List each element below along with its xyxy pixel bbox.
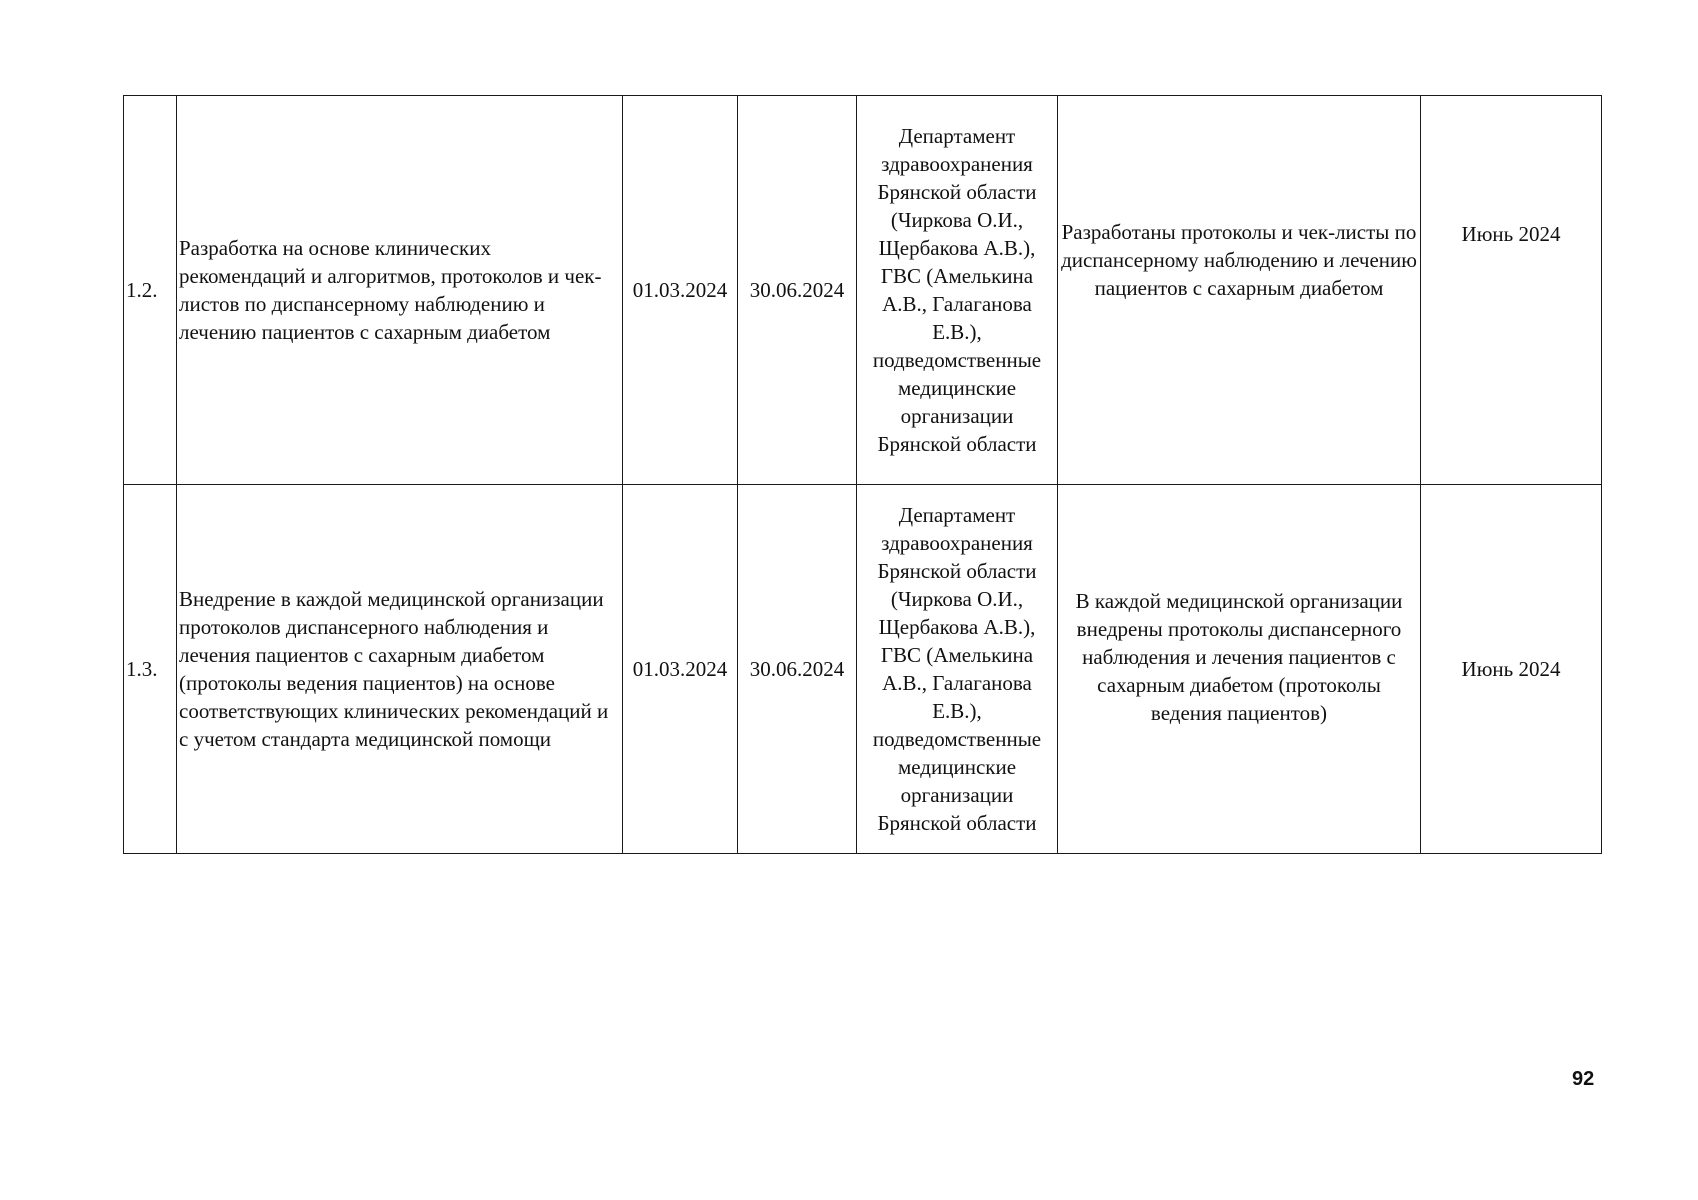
deadline: Июнь 2024 xyxy=(1461,657,1561,681)
row-number: 1.3. xyxy=(126,657,158,681)
deadline-cell xyxy=(1421,96,1602,485)
end-date-cell xyxy=(738,96,857,485)
page-number: 92 xyxy=(1572,1068,1595,1090)
expected-result: Разработаны протоколы и чек-листы по диспансерному наблюдению и лечению пациентов с сахарным диабетом xyxy=(1061,220,1417,300)
end-date: 30.06.2024 xyxy=(749,278,845,302)
activity-table xyxy=(123,95,1602,854)
table-row xyxy=(124,96,1602,485)
description-cell xyxy=(177,96,623,485)
responsible-cell xyxy=(857,96,1058,485)
deadline-cell xyxy=(1421,485,1602,854)
row-description: Внедрение в каждой медицинской организации протоколов диспансерного наблюдения и лечения пациентов с сахарным диабетом (протоколы ведения пациентов) на основе соответствующих клинических рекомендаций и с учетом стандарта медицинской помощи xyxy=(179,587,609,751)
end-date: 30.06.2024 xyxy=(749,657,845,681)
row-number-cell xyxy=(124,96,177,485)
deadline: Июнь 2024 xyxy=(1461,222,1561,246)
row-description: Разработка на основе клинических рекомендаций и алгоритмов, протоколов и чек-листов по диспансерному наблюдению и лечению пациентов с сахарным диабетом xyxy=(179,236,602,344)
start-date: 01.03.2024 xyxy=(632,657,728,681)
responsible-cell xyxy=(857,485,1058,854)
result-cell xyxy=(1058,485,1421,854)
table-row xyxy=(124,485,1602,854)
description-cell xyxy=(177,485,623,854)
start-date: 01.03.2024 xyxy=(632,278,728,302)
start-date-cell xyxy=(623,96,738,485)
result-cell xyxy=(1058,96,1421,485)
row-number-cell xyxy=(124,485,177,854)
expected-result: В каждой медицинской организации внедрены протоколы диспансерного наблюдения и лечения пациентов с сахарным диабетом (протоколы ведения пациентов) xyxy=(1075,589,1403,725)
start-date-cell xyxy=(623,485,738,854)
row-number: 1.2. xyxy=(126,278,158,302)
responsible-parties: Департамент здравоохранения Брянской области (Чиркова О.И., Щербакова А.В.), ГВС (Амелькина А.В., Галаганова Е.В.), подведомственные медицинские организации Брянской области xyxy=(872,503,1042,835)
end-date-cell xyxy=(738,485,857,854)
responsible-parties: Департамент здравоохранения Брянской области (Чиркова О.И., Щербакова А.В.), ГВС (Амелькина А.В., Галаганова Е.В.), подведомственные медицинские организации Брянской области xyxy=(872,124,1042,456)
